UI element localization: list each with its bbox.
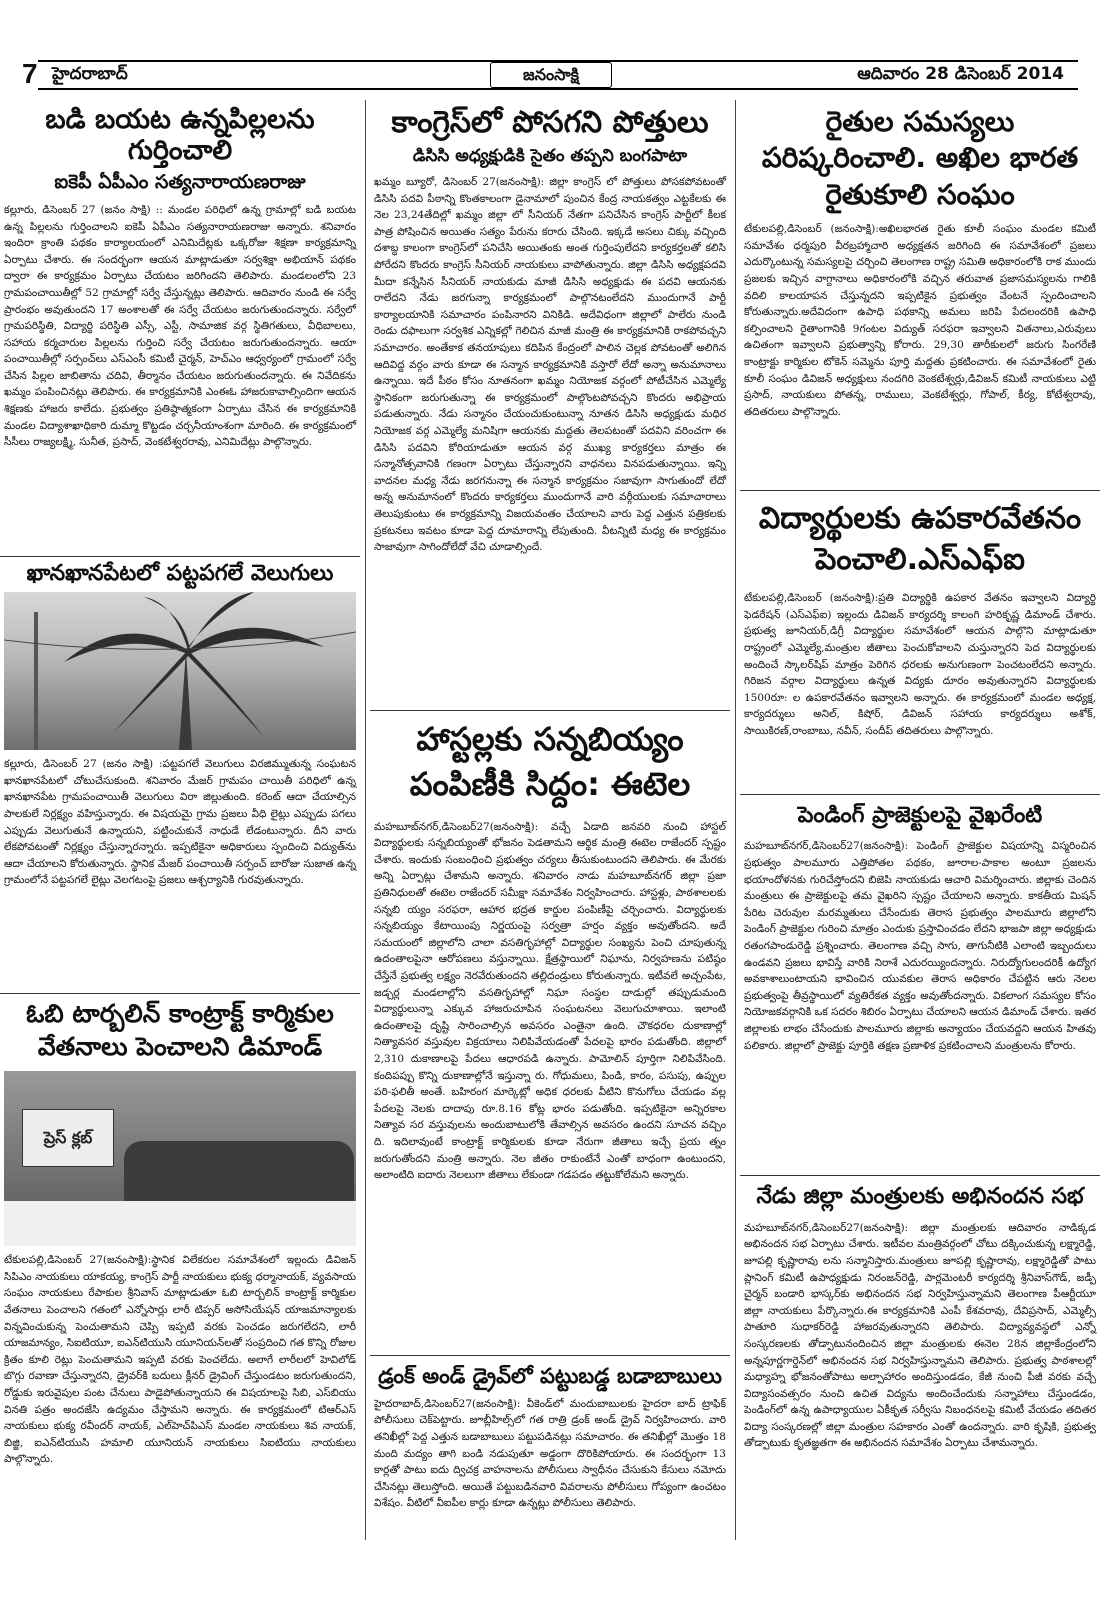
section-divider [740,1175,1100,1176]
article-body-congress: ఖమ్మం బ్యూరో, డిసెంబర్ 27(జనంసాక్షి): జిల్లా కాంగ్రెస్ లో పోత్తులు పోసకపోవటంతో డిసిసి పదవి పీఠాన్ని కొంతకాలంగా డైనామాలో పుంచిన కేంద్ర నాయకత్వం ఎట్టకేలకు ఈ నెల 23,24తేదిల్లో ఖమ్మం జిల్లా లో సీనియర్ నేతగా పనిచేసిన కాంగ్రెస్ పార్టీలో కీలక పాత్ర పోషించిన అయితం సత్యం పేరును కరారు చేసింది. ఇక్కడే అసలు చిక్కు వచ్చింది దశాబ్ధ కాలంగా కాంగ్రెస్‌లో పనిచేసి అయితంకు అంత గుర్తింపులేదని కార్యకర్తలతో కలిసి పోరేదని కొందరు కాంగ్రెస్ సీనియర్ నాయకులు వాపోతున్నారు. జిల్లా డిసిసి అధ్యక్షపదవి మీదా కన్నేసిన సీనియర్ నాయకుడు మాజీ డిసిసి అధ్యక్షుడు ఈ పదవి ఆయనకు రాలేదని నేడు జరగున్నా కార్యక్రమంలో పాల్గొనటంలేదని ముందుగానే పార్టీ కార్యాలయానికి సమాచారం పంపినారని వినికిడి. అదేవిధంగా జిల్లాలో పాలేరు నుండి రెండు దఫాలుగా సర్వశిక ఎన్నికల్లో గెలిచిన మాజీ మంత్రి ఈ కార్యక్రమానికి రాకపోవచ్చని సమాచారం. అంతేకాక తనయాపులు కదిపిన కేంద్రంలో పాలిన చెల్లక పోవటంతో అలిగిన ఆదివిద్ద వర్గం వారు కూడా ఈ సన్మాన కార్యక్రమానికి వస్తారో లేదో అన్నా అనుమానాలు ఉన్నాయి. ఇదే పీఠం కోసం నూతనంగా ఖమ్మం నియోజక వర్గంలో పోటీచేసిన ఎమ్మెల్యే స్థానికంగా జరుగుతున్నా ఈ కార్యక్రమంలో పాల్గొంటపోవచ్చని కొందరు అభిప్రాయ పడుతున్నారు. నేడు సన్మానం చేయంచుకుంటున్నా నూతన డిసిసి అధ్యక్షుడు మధిర నియోజక వర్గ ఎమ్మెల్యే మనిషిగా ఆయనకు మద్దతు తెలపటంతో పదవిని వరించగా ఈ డిసిసి పదవిని కోరియాడుతూ ఆయన వర్గ ముఖ్య కార్యకర్తలు మాత్రం ఈ సన్మానోత్సవానికి గణంగా ఏర్పాటు చేస్తున్నారని వాధనలు వినపడుతున్నాయి. ఇన్ని వాదనల మధ్య నేడు జరగనున్నా ఈ సన్మాన కార్యక్రమం సజావుగా సాగుతుందో లేదో అన్న అనుమానంలో కొందరు కార్యకర్తలు ముందుగానే వారి వర్గీయులకు సమాచారాలు తెలుపుకుంటు ఈ కార్యక్రమాన్ని విజయవంతం చేయాలని వారు పెద్ద ఎత్తున పత్రికలకు ప్రకటనలు ఇవటం కూడా పెద్ద దూమారాన్ని లేపుతుంది. వీటన్నిటి మధ్య ఈ కార్యక్రమం సాజావుగా సాగిందోలేదో వేచి చూడాల్సిందే. [374,176,726,554]
section-divider [0,993,360,994]
column-left [0,100,360,1602]
article-body-pending-projects: మహబూబ్‌నగర్,డిసెంబర్27(జనంసాక్షి): పెండింగ్ ప్రాజెక్టుల విషయాన్ని విస్మరించిన ప్రభుత్వం పాలమూరు ఎత్తిపోతల పథకం, జూరాల-పాకాల అంటూ ప్రజలను భయాందోళనకు గురిచేస్తోందని బిజెపి నాయకుడు ఆచారి విమర్శించారు. జిల్లాకు చెందిన మంత్రులు ఈ ప్రాజెక్టులపై తమ వైఖరిని స్పష్టం చేయాలని అన్నారు. కాకతీయ మిషన్ పేరిట చెరువుల మరమ్మతులు చేసేందుకు తెరాస ప్రభుత్వం పాలమూరు జిల్లాలోని పెండింగ్ ప్రాజెక్టుల గురించి మాత్రం ఎందుకు ప్రస్తావించడం లేదని భాజపా జిల్లా అధ్యక్షుడు రతంగపాండురెడ్డి ప్రశ్నించారు. తెలంగాణ వచ్చి సాగు, తాగునీటికి ఎలాంటి ఇబ్బందులు ఉండవని ప్రజలు భావిస్తే వారికి నిరాశే ఎదురయ్యిందన్నారు. నిరుద్యోగులందరికీ ఉద్యోగ అవకాశాలుంటాయని భావించిన యువకుల తెరాస అధికారం చేపట్టిన ఆరు నెలల ప్రభుత్వంపై తీవ్రస్థాయిలో వ్యతిరేకత వ్యక్తం అవుతోందన్నారు. వికలాంగ సమస్యల కోసం నియోజకవర్గానికి ఒక సదరం శిబిరం ఏర్పాటు చేయాలని ఆయన డిమాండ్ చేశారు. ఇతర జిల్లాలకు లాభం చేసేందుకు పాలమూరు జిల్లాకు అన్యాయం చేయవద్దని ఆయన హితవు పలికారు. జిల్లాలో ప్రాజెక్టు పూర్తికి తక్షణ ప్రణాళిక ప్రకటించాలని మంత్రులను కోరారు. [744,840,1096,1052]
section-divider [740,794,1100,795]
headline-ministers-felicitation: నేడు జిల్లా మంత్రులకు అభినందన సభ [756,1184,1084,1210]
article-body-contract-workers: టేకులపల్లి,డిసెంబర్ 27(జనంసాక్షి):స్థానిక విలేకరుల సమావేశంలో ఇల్లందు డివిజన్ సిపిఎం నాయకులు యాకయ్య, కాంగ్రెస్ పార్టీ నాయకులు భుక్య ధర్మానాయక్, వ్యవసాయ సంఘం నాయకులు రేపాకుల శ్రీనివాస్ మాట్లాడుతూ ఓబి టార్బలిన్ కాంట్రాక్ట్ కార్మికుల వేతనాలు పెంచాలని గతంలో ఎన్నోసార్లు లారీ టిప్పర్ అసోసియేషన్ యాజమాన్యాలకు విన్నవించుకున్న పెంచుతామని చెప్పి ఇప్పటి వరకు పెంచడం జరుగలేదని, లారీ యాజమాన్యం, సిఐటియూ, ఐఎన్‌టియుసి యూనియన్‌లతో సంప్రదించి గత కొన్ని రోజుల క్రితం కూలి రెట్లు పెంచుతామని ఇప్పటి వరకు పెంచలేదు. అలాగే లారీలలో హెవిలోడ్ బొగ్గు రవాణా చేస్తున్నారని, డ్రైవర్‌కి బదులు క్లీనర్ డ్రైవింగ్ చేస్తుండటం జరుగుతుందని, రోడ్డుకు ఇరువైపుల పంట చేనులు పాడైపోతున్నాయని ఈ విషయాలపై సిబి, ఎస్‌బియు వినతి పత్రం అందజేసి ఉద్యమం చేస్తామని అన్నారు. ఈ కార్యక్రమంలో టిఆర్ఎస్ నాయకులు భుక్య రవీందర్ నాయక్, ఎల్‌హెచ్‌పిఎస్ మండల నాయకులు శివ నాయక్, బిజ్జి, ఐఎన్‌టియుసి హమాలి యూనియన్ నాయకులు సిఐటియు నాయకులు పాల్గొన్నారు. [4,1254,356,1466]
article-body-fine-rice: మహబూబ్‌నగర్,డిసెంబర్27(జనంసాక్షి): వచ్చే ఏడాది జనవరి నుంచి హాస్టల్ విద్యార్థులకు సన్నబియ్యంతో భోజనం పెడతామని ఆర్థిక మంత్రి ఈటెల రాజేందర్ స్పష్టం చేశారు. ఇందుకు సంబంధించి ప్రభుత్వం చర్యలు తీసుకుంటుందని తెలిపారు. ఈ మేరకు అన్ని ఏర్పాట్లు చేశామని అన్నారు. శనివారం నాడు మహబూబ్‌నగర్ జిల్లా ప్రజా ప్రతినిధులతో ఈటెల రాజేందర్ సమీక్షా సమావేశం నిర్వహించారు. హాస్టళ్లు, పాఠశాలలకు సన్నబి య్యం సరఫరా, ఆహార భద్రత కార్డుల పంపిణీపై చర్చించారు. విద్యార్థులకు సన్నబియ్యం కేటాయింపు నిర్ణయంపై సర్వత్రా హర్షం వ్యక్తం అవుతోందని. అదే సమయంలో జిల్లాలోని చాలా వసతిగృహాల్లో విద్యార్థుల సంఖ్యను పెంచి చూపుతున్న ఉదంతాలపైనా ఆరోపణలు వస్తున్నాయి. క్షేత్రస్థాయిలో నిఘాను, నిర్వహణను పటిష్ఠం చేస్తేనే ప్రభుత్వ లక్ష్యం నెరవేరుతుందని తల్లిదండ్రులు కోరుతున్నారు. ఇటీవలే అచ్చంపేట, జడ్చర్ల మండలాల్లోని వసతిగృహాల్లో నిఘా సంస్థల దాడుల్లో తప్పుడుమంది విద్యార్థులున్నా ఎక్కువ హాజరుచూపిన సంఘటనలు వెలుగుచూశాయి. ఇలాంటి ఉదంతాలపై దృష్టి సారించాల్సిన అవసరం ఎంతైనా ఉంది. చౌకధరల దుకాణాల్లో నిత్యావసర వస్తువుల విక్రయాలు నిలిపివేయడంతో పేదలపై భారం పడుతోంది. జిల్లాలో 2,310 దుకాణాలపై పేదలు ఆధారపడి ఉన్నారు. పామోలిన్ పూర్తిగా నిలిపివేసింది. కందిపప్పు కొన్ని దుకాణాల్లోనే ఇస్తున్నా రు. గోధుమలు, పిండి, కారం, పసుపు, ఉప్పుల పరి-ఫలితీ అంతే. బహిరంగ మార్కెట్లో అధిక ధరలకు వీటిని కొనుగోలు చేయడం వల్ల పేదలపై నెలకు దాదాపు రూ.8.16 కోట్ల భారం పడుతోంది. ఇప్పటికైనా అన్నిరకాల నిత్యావ సర వస్తువులను అందుబాటులోకి తేవాల్సిన అవసరం ఉందని సూచన వచ్చిం ది. ఇదిలావుంటే కాంట్రాక్ట్ కార్మికులకు కూడా నేరుగా జీతాలు ఇచ్చే ప్రయ త్నం జరుగుతోందని మంత్రి అన్నారు. నెల జీతం రాకుంటేనే ఎంతో బాధంగా ఉంటుందని, అలాంటిది ఐదారు నెలలుగా జీతాలు లేకుండా గడపడం తట్టుకోలేమని అన్నారు. [374,820,726,1182]
column-right [740,100,1100,1553]
section-divider [0,556,360,557]
newspaper-logo: జనంసాక్షి [490,62,612,88]
press-club-photo [4,1071,356,1246]
article-body-street-lights: కల్లూరు, డిసెంబర్ 27 (జనం సాక్షి) :పట్టపగలే వెలుగులు విరజిమ్ముతున్న సంఘటన ఖానఖానపేటలో చోటుచేసుకుంది. శనివారం మేజర్ గ్రామపం చాయితీ పరిధిలో ఉన్న ఖానఖానపేట గ్రామపంచాయితీ వెలుగులు విరా జిల్లుతుంది. కరెంట్ ఆదా చేయాల్సిన పాలకులే నిర్లక్ష్యం వహిస్తున్నారు. ఈ విషయమై గ్రామ ప్రజలు వీధి లైట్లు ఎప్పుడు పగలు ఎప్పుడు వెలుగుతునే ఉన్నాయని, పట్టించుకునే నాధుడే లేడంటున్నారు. దీని వారు లేకపోవటంతో నిర్లక్ష్యం చేస్తున్నారన్నారు. ఇప్పటికైనా అధికారులు స్పందించి విద్యుత్‌ను ఆదా చేయాలని కోరుతున్నారు. స్థానిక మేజర్ పంచాయితీ సర్పంచ్ బారోజు సుజాత ఉన్న గ్రామంలోనే పట్టపగలే లైట్లు వెలగటంపై ప్రజలు ఆశ్చర్యానికి గురవుతున్నారు. [4,758,356,887]
column-divider [365,100,366,1540]
headline-fine-rice: హాస్టల్లకు సన్నబియ్యం పంపిణీకి సిద్దం: ఈటెల [409,720,691,803]
headline-pending-projects: పెండింగ్ ప్రాజెక్టులపై వైఖరేంటి [797,803,1043,829]
page-number: 7 [22,58,38,89]
coconut-tree-image [4,592,356,750]
issue-date: ఆదివారం 28 డిసెంబర్ 2014 [857,64,1064,84]
article-body-out-of-school: కల్లూరు, డిసెంబర్ 27 (జనం సాక్షి) :: మండల పరిధిలో ఉన్న గ్రామాల్లో బడి బయట ఉన్న పిల్లలను గుర్తించాలని ఐకెపీ ఏపీఎం సత్యనారాయణరాజు అన్నారు. శనివారం ఇందిరా క్రాంతి పథకం కార్యాలయంలో ఎనిమిదేట్లకు ఒక్కరోజు శిక్షణా కార్యక్రమాన్ని ఏర్పాటు చేశారు. ఈ సందర్భంగా ఆయన మాట్లాడుతూ సర్వశిక్షా అభియాన్ పథకం ద్వారా ఈ కార్యక్రమం ఏర్పాటు చేయటం జరిగిందని తెలిపారు. మండలంలోని 23 గ్రామపంచాయితీల్లో 52 గ్రామాల్లో సర్వే చేస్తున్నట్లు తెలిపారు. ఆదివారం నుండి ఈ సర్వే ప్రారంభం అవుతుందని 17 అంశాలతో ఈ సర్వే చేయటం జరుగుతుందన్నారు. సర్వేలో గ్రామపరిస్థితి, విద్యార్థి పరిస్థితి ఎస్సీ, ఎస్టీ, సామాజిక వర్గ స్థితిగతులు, వీధిబాలలు, సహాయ కర్మచారుల పిల్లలను గుర్తించి సర్వే చేయటం జరుగుతుందన్నారు. ఆయా పంచాయితీల్లో సర్పంచ్‌లు ఎస్ఎంసీ కమిటీ చైర్మన్, హెచ్ఎం ఆధ్వర్యంలో గ్రామంలో సర్వే చేసిన పిల్లల జాబితాను చదివి, తీర్మానం చేయటం జరుగుతుందన్నారు. ఈ నివేదికను ఖమ్మం పంపించినట్లు తెలిపారు. ఈ కార్యక్రమానికి ఎంఈఓ హాజరుకావాల్సిందిగా ఆయన శిక్షణకు హాజరు కాలేదు. ప్రభుత్వం ప్రతిష్ఠాత్మకంగా ఏర్పాటు చేసిన ఈ కార్యక్రమానికి మండల విద్యాశాఖాధికారి దుమ్మా కొట్టడం చర్చనీయాంశంగా మారింది. ఈ కార్యక్రమంలో సీసీలు రాజ్యలక్ష్మి, సునీత, ప్రసాద్, వెంకటేశ్వరరావు, ఎనిమిదేట్లు పాల్గొన్నారు. [4,203,356,449]
section-divider [740,490,1100,491]
section-divider [370,710,730,711]
headline-out-of-school: బడి బయట ఉన్నపిల్లలను గుర్తించాలి [45,104,315,167]
subhead-out-of-school: ఐకెపీ ఏపీఎం సత్యనారాయణరాజు [54,171,306,194]
headline-congress: కాంగ్రెస్‌లో పోసగని పోత్తులు [391,105,709,140]
article-body-farmers: టేకులపల్లి,డిసెంబర్ (జనంసాక్షి):అఖిలభారత రైతు కూలీ సంఘం మండల కమిటీ సమావేశం ధర్మపురి వీరబ్రహ్మాచారి అధ్యక్షతన జరిగింది ఈ సమావేశంలో ప్రజలు ఎదుర్కొంటున్న సమస్యలపై చర్చించి తెలంగాణ రాష్ట్ర సమితి అధికారంలోకి రాక ముందు ప్రజలకు ఇచ్చిన వాగ్దానాలు అధికారంలోకి వచ్చిన తరువాత ప్రజాసమస్యలను గాలికి వదిలి కాలయాపన చేస్తున్నదని ఇప్పటికైన ప్రభుత్వం వేంటనే స్పందించాలని కోరుతున్నారు.అదేవిదంగా ఉపాధి పథకాన్ని అమలు జరిపి పేదలందరికి ఉపాధి కల్పించాలని రైతాంగానికి 9గంటల విద్యుత్ సరఫరా ఇవ్వాలని వితనాలు,ఎరువులు ఉచితంగా ఇవ్వాలని ప్రభుత్వాన్ని కోరారు. 29,30 తారీకులలో జరుగు సింగరేణి కాంట్రాక్టు కార్మికుల టోకెన్ సమ్మెను పూర్తి మద్దతు ప్రకటించారు. ఈ సమావేశంలో రైతు కూలీ సంఘం డివిజన్ అధ్యక్షులు నందగిరి వెంకటేశ్వర్లు,డివిజన్ కమిటీ నాయకులు ఎట్టి ప్రసాద్, నాయకులు పోతన్న, రాములు, వెంకటేశ్వర్లు, గోపాల్, కీర్య, కోటేశ్వరావు, తదితరులు పాల్గొన్నారు. [744,223,1096,418]
edition-city: హైదరాబాద్ [52,64,128,84]
headline-contract-workers: ఓబి టార్బలిన్ కాంట్రాక్ట్ కార్మికుల వేతనాలు పెంచాలని డిమాండ్ [26,999,334,1061]
masthead-bottom-rule [38,88,1078,90]
street-light-photo [4,592,356,750]
headline-street-lights: ఖానఖానపేటలో పట్టపగలే వెలుగులు [26,560,334,586]
article-body-scholarship: టేకులపల్లి,డిసెంబర్ (జనంసాక్షి):ప్రతి విద్యార్థికి ఉపకార వేతనం ఇవ్వాలని విద్యార్థి ఫెడరేషన్ (ఎస్ఎఫ్ఐ) ఇల్లందు డివిజన్ కార్యదర్శి కాలంగి హరికృష్ణ డిమాండ్ చేశారు. ప్రభుత్వ జూనియర్,డిగ్రీ విద్యార్థుల సమావేశంలో ఆయన పాల్గొని మాట్లాడుతూ రాష్ట్రంలో ఎమ్మెల్యే,మంత్రుల జీతాలు పెంచుకోవాలని చుస్తున్నారని పెద విద్యార్థులకు అందించే స్కాలర్‌షిప్ మాత్రం పెరిగిన ధరలకు అనుగుణంగా పెంచటంలేదని అన్నారు. గిరిజన వర్గాల విద్యార్థులు ఉన్నత విద్యకు దూరం అవుతున్నారని విద్యార్థులకు 1500రూ: ల ఉపకారవేతనం ఇవ్వాలని అన్నారు. ఈ కార్యక్రమంలో మండల అధ్యక్ష, కార్యదర్శులు అనిల్, కిషోర్, డివిజన్ సహాయ కార్యదర్శులు అశోక్, సాయికిరణ్,రాంబాబు, నవీన్, సందీప్ తదితరులు పాల్గొన్నారు. [744,592,1096,737]
headline-drunk-drive: డ్రంక్ అండ్ డ్రైవ్‌లో పట్టుబడ్డ బడాబాబులు [378,1363,722,1388]
headline-farmers: రైతుల సమస్యలు పరిష్కరించాలి. అఖిల భారత రైతుకూలి సంఘం [761,105,1079,211]
people-group [124,1141,354,1201]
subhead-congress: డిసిసి అధ్యక్షుడికి సైతం తప్పని బంగపాటా [412,145,688,166]
article-body-ministers-felicitation: మహబూబ్‌నగర్,డిసెంబర్27(జనంసాక్షి): జిల్లా మంత్రులకు ఆదివారం నాడిక్కడ అభినందన సభ ఏర్పాటు చేశారు. ఇటీవల మంత్రివర్గంలో చోటు దక్కించుకున్న లక్ష్మారెడ్డి, జూపల్లి కృష్ణారావు లను సన్మానిస్తారు.మంత్రులు జూపల్లి కృష్ణారావు, లక్ష్మారెడ్డితో పాటు ప్లానింగ్ కమిటీ ఉపాధ్యక్షుడు నిరంజన్‌రెడ్డి, పార్లమెంటరీ కార్యదర్శి శ్రీనివాస్‌గౌడ్, జడ్పీ చైర్మన్ బండారి భాస్కర్‌కు అభినందన సభ నిర్వహిస్తున్నామని తెలంగాణ పీఆర్టీయూ జిల్లా నాయకులు పేర్కొన్నారు.ఈ కార్యక్రమానికి ఎంపీ కేశవరావు, దేవిప్రసాద్, ఎమ్మెల్సీ పాతూరి సుధాకర్‌రెడ్డి హాజరవుతున్నారని తెలిపారు. విద్యావ్యవస్థలో ఎన్నో సంస్కరణలకు తోడ్పాటునందించిన జిల్లా మంత్రులకు ఈనెల 28న జిల్లాకేంద్రంలోని అన్నపూర్ణగార్డెన్‌లో అభినందన సభ నిర్వహిస్తున్నామని తెలిపారు. ప్రభుత్వ పాఠశాలల్లో మధ్యాహ్న భోజనంతోపాటు అల్పాహారం అందిస్తుండడం, కేజీ నుంచి పీజీ వరకు వచ్చే విద్యాసంవత్సరం నుంచి ఉచిత విద్యను అందించేందుకు సన్నాహాలు చేస్తుండడం, పెండింగ్‌లో ఉన్న ఉపాధ్యాయుల ఏకీకృత సర్వీసు నిబంధనలపై కమిటీ వేయడం తదితర విద్యా సంస్కరణల్లో జిల్లా మంత్రుల సహకారం ఎంతో ఉందన్నారు. వారి కృషికి, ప్రభుత్వ తోడ్పాటుకు కృతజ్ఞతగా ఈ అభినందన సమావేశం ఏర్పాటు చేశామన్నారు. [744,1221,1096,1450]
table-cloth [4,1201,356,1246]
section-divider [370,1355,730,1356]
article-body-drunk-drive: హైదరాబాద్,డిసెంబర్27(జనంసాక్షి): వీకెండ్‌లో మందుబాబులకు హైదరా బాద్ ట్రాఫిక్ పోలీసులు చెక్‌పెట్టారు. జూబ్లీహిల్స్‌లో గత రాత్రి డ్రంక్ అండ్ డ్రైవ్ నిర్వహించారు. వారి తనిఖీల్లో పెద్ద ఎత్తున బడాబాబులు పట్టుపడినట్లు సమాచారం. ఈ తనిఖీల్లో మొత్తం 18 మంది మద్యం తాగి బండి నడుపుతూ అడ్డంగా దొరికిపోయారు. ఈ సందర్భంగా 13 కార్లతో పాటు ఐదు ద్విచక్ర వాహనాలను పోలీసులు స్వాధీనం చేసుకుని కేసులు నమోదు చేసినట్లు తెలుస్తోంది. అయితే పట్టుబడినవారి వివరాలను పోలీసులు గోప్యంగా ఉంచటం విశేషం. వీటిలో వీఐపీల కార్లు కూడా ఉన్నట్లు పోలీసులు తెలిపారు. [374,1397,726,1510]
column-middle [370,100,730,1530]
masthead [0,0,1100,96]
column-divider [735,100,736,1540]
press-club-banner: ప్రెస్ క్లబ్ [22,1109,114,1167]
headline-scholarship: విద్యార్థులకు ఉపకారవేతనం పెంచాలి.ఎస్ఎఫ్ఐ [758,501,1082,577]
